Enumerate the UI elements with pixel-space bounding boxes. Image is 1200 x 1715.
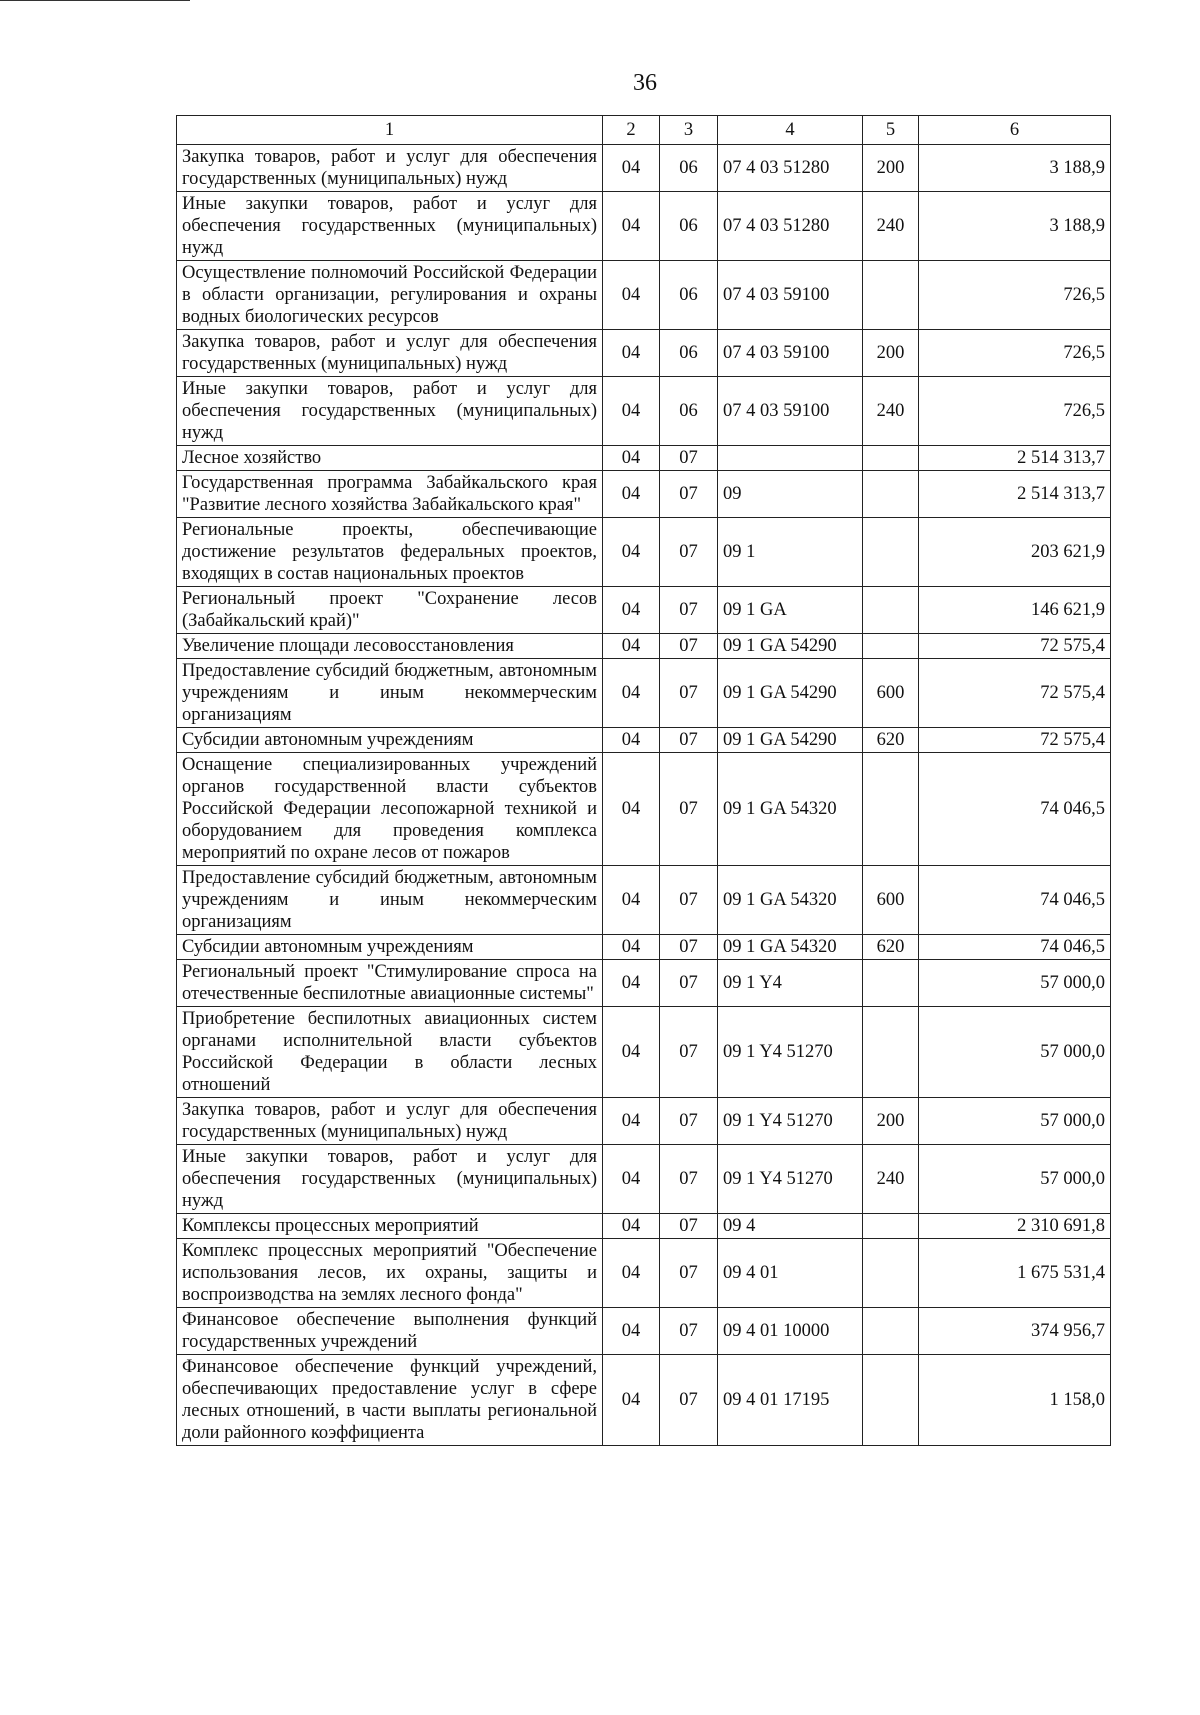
row-name-cell: Субсидии автономным учреждениям [177, 935, 603, 960]
expense-type-cell: 240 [863, 192, 919, 261]
table-row [177, 935, 1111, 960]
amount-cell: 726,5 [919, 377, 1111, 446]
subsection-code-cell: 07 [660, 866, 718, 935]
expense-type-cell: 200 [863, 145, 919, 192]
subsection-code-cell: 06 [660, 145, 718, 192]
amount-cell: 72 575,4 [919, 728, 1111, 753]
subsection-code-cell: 07 [660, 659, 718, 728]
subsection-code-cell: 07 [660, 634, 718, 659]
section-code-cell: 04 [603, 659, 660, 728]
expense-type-cell: 240 [863, 1145, 919, 1214]
row-name-cell: Региональный проект "Сохранение лесов (Забайкальский край)" [177, 587, 603, 634]
subsection-code-cell: 07 [660, 1239, 718, 1308]
amount-cell: 57 000,0 [919, 1007, 1111, 1098]
amount-cell: 3 188,9 [919, 145, 1111, 192]
subsection-code-cell: 06 [660, 192, 718, 261]
section-code-cell: 04 [603, 145, 660, 192]
subsection-code-cell: 07 [660, 960, 718, 1007]
section-code-cell: 04 [603, 1239, 660, 1308]
section-code-cell: 04 [603, 330, 660, 377]
subsection-code-cell: 07 [660, 446, 718, 471]
subsection-code-cell: 07 [660, 1145, 718, 1214]
row-name-cell: Лесное хозяйство [177, 446, 603, 471]
amount-cell: 146 621,9 [919, 587, 1111, 634]
amount-cell: 2 514 313,7 [919, 471, 1111, 518]
table-row [177, 1214, 1111, 1239]
section-code-cell: 04 [603, 866, 660, 935]
expense-type-cell [863, 446, 919, 471]
budget-table [176, 115, 1111, 1446]
row-name-cell: Комплексы процессных мероприятий [177, 1214, 603, 1239]
target-article-cell [718, 446, 863, 471]
expense-type-cell: 620 [863, 728, 919, 753]
expense-type-cell [863, 261, 919, 330]
column-header: 1 [177, 116, 603, 145]
table-row [177, 753, 1111, 866]
subsection-code-cell: 07 [660, 1355, 718, 1446]
table-row [177, 728, 1111, 753]
expense-type-cell [863, 471, 919, 518]
subsection-code-cell: 07 [660, 935, 718, 960]
target-article-cell: 09 1 GA 54320 [718, 935, 863, 960]
target-article-cell: 09 1 GA 54320 [718, 866, 863, 935]
subsection-code-cell: 07 [660, 587, 718, 634]
expense-type-cell [863, 1007, 919, 1098]
target-article-cell: 07 4 03 59100 [718, 377, 863, 446]
row-name-cell: Финансовое обеспечение выполнения функций государственных учреждений [177, 1308, 603, 1355]
expense-type-cell [863, 1214, 919, 1239]
column-header: 6 [919, 116, 1111, 145]
target-article-cell: 09 4 01 17195 [718, 1355, 863, 1446]
row-name-cell: Увеличение площади лесовосстановления [177, 634, 603, 659]
table-header [177, 116, 1111, 145]
scan-edge-mark [0, 0, 190, 1]
table-row [177, 446, 1111, 471]
target-article-cell: 09 1 GA 54290 [718, 728, 863, 753]
row-name-cell: Комплекс процессных мероприятий "Обеспечение использования лесов, их охраны, защиты и воспроизводства на землях лесного фонда" [177, 1239, 603, 1308]
amount-cell: 2 310 691,8 [919, 1214, 1111, 1239]
row-name-cell: Приобретение беспилотных авиационных систем органами исполнительной власти субъектов Российской Федерации в области лесных отношений [177, 1007, 603, 1098]
section-code-cell: 04 [603, 261, 660, 330]
table-row [177, 471, 1111, 518]
expense-type-cell [863, 634, 919, 659]
target-article-cell: 09 1 Y4 51270 [718, 1098, 863, 1145]
table-row [177, 1145, 1111, 1214]
target-article-cell: 07 4 03 51280 [718, 192, 863, 261]
target-article-cell: 09 1 GA [718, 587, 863, 634]
target-article-cell: 09 1 GA 54290 [718, 659, 863, 728]
table-row [177, 1098, 1111, 1145]
subsection-code-cell: 07 [660, 728, 718, 753]
amount-cell: 2 514 313,7 [919, 446, 1111, 471]
amount-cell: 72 575,4 [919, 634, 1111, 659]
expense-type-cell [863, 1308, 919, 1355]
row-name-cell: Региональный проект "Стимулирование спроса на отечественные беспилотные авиационные системы" [177, 960, 603, 1007]
section-code-cell: 04 [603, 518, 660, 587]
section-code-cell: 04 [603, 935, 660, 960]
row-name-cell: Региональные проекты, обеспечивающие достижение результатов федеральных проектов, входящих в состав национальных проектов [177, 518, 603, 587]
subsection-code-cell: 06 [660, 261, 718, 330]
subsection-code-cell: 07 [660, 471, 718, 518]
row-name-cell: Осуществление полномочий Российской Федерации в области организации, регулирования и охраны водных биологических ресурсов [177, 261, 603, 330]
section-code-cell: 04 [603, 1007, 660, 1098]
expense-type-cell [863, 518, 919, 587]
column-header: 5 [863, 116, 919, 145]
expense-type-cell [863, 1239, 919, 1308]
header-row [177, 116, 1111, 145]
subsection-code-cell: 06 [660, 330, 718, 377]
expense-type-cell [863, 960, 919, 1007]
table-row [177, 518, 1111, 587]
target-article-cell: 09 4 01 10000 [718, 1308, 863, 1355]
table-body [177, 145, 1111, 1446]
table-row [177, 1239, 1111, 1308]
table-row [177, 1007, 1111, 1098]
section-code-cell: 04 [603, 960, 660, 1007]
target-article-cell: 09 1 GA 54290 [718, 634, 863, 659]
section-code-cell: 04 [603, 753, 660, 866]
subsection-code-cell: 07 [660, 1098, 718, 1145]
section-code-cell: 04 [603, 587, 660, 634]
amount-cell: 57 000,0 [919, 1145, 1111, 1214]
expense-type-cell: 600 [863, 866, 919, 935]
amount-cell: 374 956,7 [919, 1308, 1111, 1355]
row-name-cell: Иные закупки товаров, работ и услуг для обеспечения государственных (муниципальных) нужд [177, 1145, 603, 1214]
table-row [177, 330, 1111, 377]
table-row [177, 145, 1111, 192]
subsection-code-cell: 06 [660, 377, 718, 446]
row-name-cell: Закупка товаров, работ и услуг для обеспечения государственных (муниципальных) нужд [177, 1098, 603, 1145]
target-article-cell: 07 4 03 51280 [718, 145, 863, 192]
row-name-cell: Субсидии автономным учреждениям [177, 728, 603, 753]
amount-cell: 1 675 531,4 [919, 1239, 1111, 1308]
target-article-cell: 09 1 Y4 [718, 960, 863, 1007]
amount-cell: 72 575,4 [919, 659, 1111, 728]
subsection-code-cell: 07 [660, 753, 718, 866]
amount-cell: 74 046,5 [919, 866, 1111, 935]
section-code-cell: 04 [603, 728, 660, 753]
subsection-code-cell: 07 [660, 1308, 718, 1355]
row-name-cell: Государственная программа Забайкальского края "Развитие лесного хозяйства Забайкальского края" [177, 471, 603, 518]
section-code-cell: 04 [603, 1145, 660, 1214]
row-name-cell: Иные закупки товаров, работ и услуг для обеспечения государственных (муниципальных) нужд [177, 377, 603, 446]
target-article-cell: 07 4 03 59100 [718, 330, 863, 377]
amount-cell: 57 000,0 [919, 960, 1111, 1007]
expense-type-cell: 240 [863, 377, 919, 446]
target-article-cell: 09 1 Y4 51270 [718, 1007, 863, 1098]
expense-type-cell: 200 [863, 1098, 919, 1145]
section-code-cell: 04 [603, 192, 660, 261]
table-row [177, 1355, 1111, 1446]
target-article-cell: 07 4 03 59100 [718, 261, 863, 330]
row-name-cell: Предоставление субсидий бюджетным, автономным учреждениям и иным некоммерческим организациям [177, 659, 603, 728]
column-header: 2 [603, 116, 660, 145]
section-code-cell: 04 [603, 1308, 660, 1355]
amount-cell: 57 000,0 [919, 1098, 1111, 1145]
subsection-code-cell: 07 [660, 518, 718, 587]
table-row [177, 960, 1111, 1007]
section-code-cell: 04 [603, 471, 660, 518]
table-row [177, 377, 1111, 446]
target-article-cell: 09 [718, 471, 863, 518]
section-code-cell: 04 [603, 1214, 660, 1239]
expense-type-cell [863, 753, 919, 866]
page-number: 36 [633, 70, 657, 96]
amount-cell: 203 621,9 [919, 518, 1111, 587]
row-name-cell: Закупка товаров, работ и услуг для обеспечения государственных (муниципальных) нужд [177, 145, 603, 192]
target-article-cell: 09 1 Y4 51270 [718, 1145, 863, 1214]
section-code-cell: 04 [603, 634, 660, 659]
table-row [177, 587, 1111, 634]
section-code-cell: 04 [603, 377, 660, 446]
amount-cell: 726,5 [919, 261, 1111, 330]
subsection-code-cell: 07 [660, 1007, 718, 1098]
table-row [177, 261, 1111, 330]
amount-cell: 74 046,5 [919, 753, 1111, 866]
target-article-cell: 09 4 [718, 1214, 863, 1239]
target-article-cell: 09 4 01 [718, 1239, 863, 1308]
target-article-cell: 09 1 [718, 518, 863, 587]
section-code-cell: 04 [603, 446, 660, 471]
expense-type-cell [863, 587, 919, 634]
target-article-cell: 09 1 GA 54320 [718, 753, 863, 866]
table-row [177, 1308, 1111, 1355]
expense-type-cell [863, 1355, 919, 1446]
amount-cell: 1 158,0 [919, 1355, 1111, 1446]
section-code-cell: 04 [603, 1098, 660, 1145]
amount-cell: 726,5 [919, 330, 1111, 377]
row-name-cell: Финансовое обеспечение функций учреждений, обеспечивающих предоставление услуг в сфере лесных отношений, в части выплаты региональной доли районного коэффициента [177, 1355, 603, 1446]
table-row [177, 192, 1111, 261]
expense-type-cell: 600 [863, 659, 919, 728]
column-header: 3 [660, 116, 718, 145]
row-name-cell: Предоставление субсидий бюджетным, автономным учреждениям и иным некоммерческим организациям [177, 866, 603, 935]
amount-cell: 3 188,9 [919, 192, 1111, 261]
expense-type-cell: 620 [863, 935, 919, 960]
table-row [177, 866, 1111, 935]
row-name-cell: Закупка товаров, работ и услуг для обеспечения государственных (муниципальных) нужд [177, 330, 603, 377]
section-code-cell: 04 [603, 1355, 660, 1446]
row-name-cell: Оснащение специализированных учреждений органов государственной власти субъектов Российской Федерации лесопожарной техникой и оборудованием для проведения комплекса мероприятий по охране лесов от пожаров [177, 753, 603, 866]
subsection-code-cell: 07 [660, 1214, 718, 1239]
column-header: 4 [718, 116, 863, 145]
table-row [177, 659, 1111, 728]
row-name-cell: Иные закупки товаров, работ и услуг для обеспечения государственных (муниципальных) нужд [177, 192, 603, 261]
expense-type-cell: 200 [863, 330, 919, 377]
amount-cell: 74 046,5 [919, 935, 1111, 960]
table-row [177, 634, 1111, 659]
